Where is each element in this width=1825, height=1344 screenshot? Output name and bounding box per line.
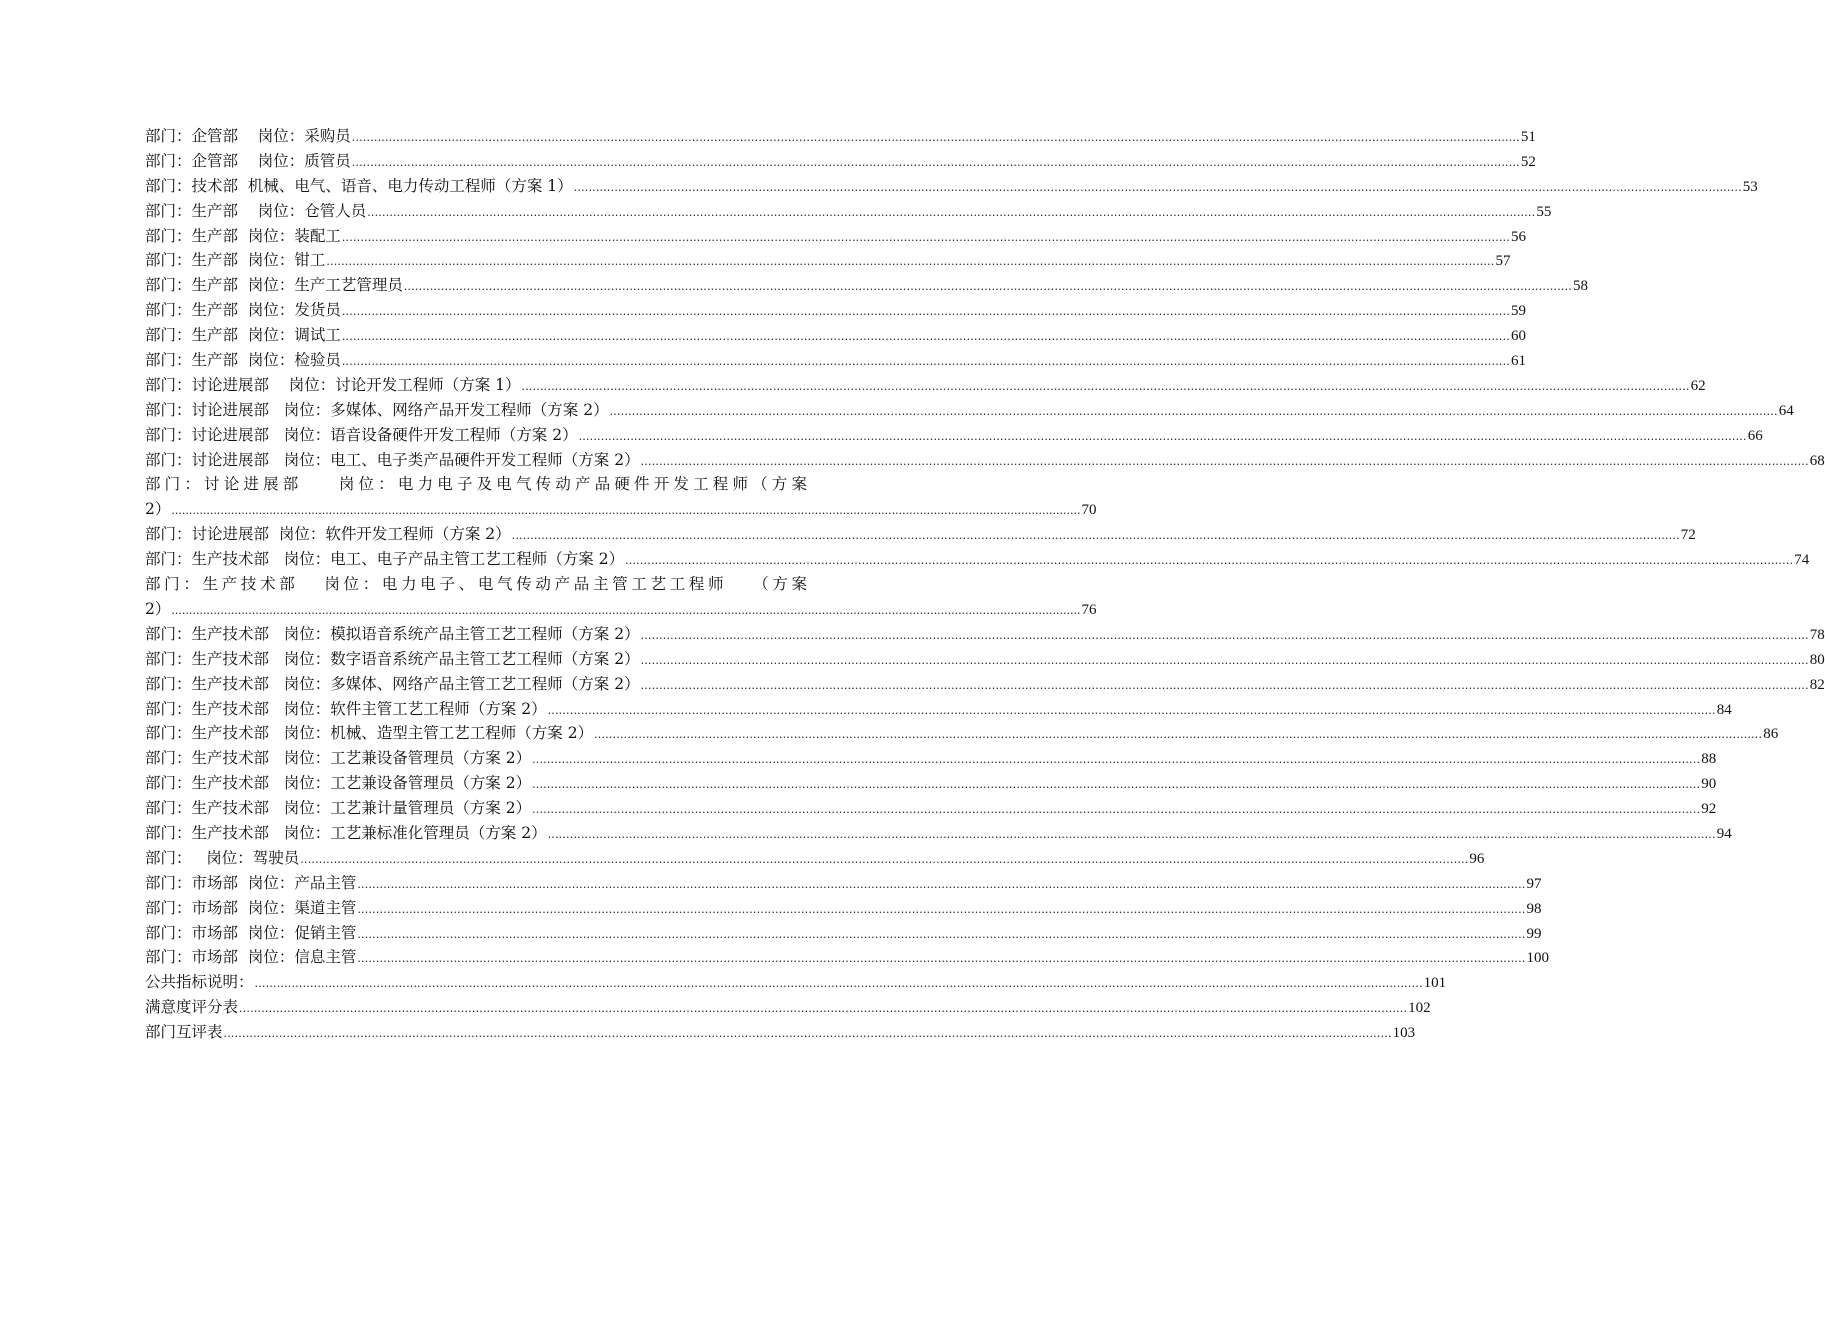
toc-entry-page: 84 bbox=[1716, 701, 1732, 718]
toc-entry-page: 98 bbox=[1526, 900, 1542, 917]
toc-entry-page: 62 bbox=[1690, 377, 1706, 394]
toc-entry-title: 部门：技术部 机械、电气、语音、电力传动工程师（方案 1） bbox=[145, 176, 573, 195]
leader-dots bbox=[239, 997, 1407, 1022]
toc-entry[interactable] bbox=[145, 647, 1825, 672]
toc-entry-title: 部门：讨论进展部 岗位：多媒体、网络产品开发工程师（方案 2） bbox=[145, 400, 609, 419]
toc-entry-page: 56 bbox=[1510, 228, 1526, 245]
toc-entry-page: 80 bbox=[1809, 651, 1825, 668]
leader-dots bbox=[326, 250, 1494, 275]
toc-entry-page: 99 bbox=[1526, 925, 1542, 942]
toc-entry-title: 部门：生产部 岗位：检验员 bbox=[145, 351, 341, 370]
toc-entry-title-continued: 2） bbox=[145, 500, 171, 519]
toc-entry-page: 100 bbox=[1526, 950, 1549, 967]
toc-entry-title: 部门：市场部 岗位：产品主管 bbox=[145, 873, 357, 892]
leader-dots bbox=[352, 126, 1520, 151]
toc-entry-title-continued: 2） bbox=[145, 599, 171, 618]
toc-entry-page: 57 bbox=[1495, 253, 1511, 270]
toc-entry[interactable] bbox=[145, 921, 1542, 946]
toc-entry[interactable] bbox=[145, 970, 1447, 995]
toc-entry-page: 88 bbox=[1701, 751, 1717, 768]
toc-entry[interactable] bbox=[145, 174, 1758, 199]
toc-entry-page: 60 bbox=[1510, 328, 1526, 345]
toc-entry[interactable] bbox=[145, 522, 1696, 547]
toc-entry-title: 部门：生产部 岗位：生产工艺管理员 bbox=[145, 276, 403, 295]
leader-dots bbox=[342, 350, 1510, 375]
leader-dots bbox=[610, 400, 1778, 425]
toc-entry-title: 部门：讨论进展部 岗位：软件开发工程师（方案 2） bbox=[145, 525, 511, 544]
toc-entry-title: 部门：生产部 岗位：钳工 bbox=[145, 251, 326, 270]
leader-dots bbox=[367, 201, 1535, 226]
toc-entry-title: 部门：生产技术部 岗位：电工、电子产品主管工艺工程师（方案 2） bbox=[145, 550, 625, 569]
leader-dots bbox=[641, 624, 1809, 649]
toc-entry-page: 61 bbox=[1510, 353, 1526, 370]
toc-entry[interactable] bbox=[145, 697, 1732, 722]
toc-entry-title: 公共指标说明： bbox=[145, 973, 254, 992]
toc-entry-title: 部门：讨论进展部 岗位：电工、电子类产品硬件开发工程师（方案 2） bbox=[145, 450, 640, 469]
toc-entry-page: 90 bbox=[1701, 776, 1717, 793]
toc-entry-title: 部门：生产技术部 岗位：工艺兼设备管理员（方案 2） bbox=[145, 749, 532, 768]
toc-entry-page: 76 bbox=[1081, 601, 1097, 618]
toc-entry-page: 58 bbox=[1572, 278, 1588, 295]
toc-entry[interactable] bbox=[145, 323, 1526, 348]
leader-dots bbox=[579, 425, 1747, 450]
toc-entry[interactable] bbox=[145, 149, 1536, 174]
toc-entry-title: 部门：生产技术部 岗位：多媒体、网络产品主管工艺工程师（方案 2） bbox=[145, 674, 640, 693]
leader-dots bbox=[522, 375, 1690, 400]
toc-entry-title: 部门：市场部 岗位：信息主管 bbox=[145, 948, 357, 967]
toc-entry-title: 部门：生产技术部 岗位：工艺兼设备管理员（方案 2） bbox=[145, 774, 532, 793]
leader-dots bbox=[404, 275, 1572, 300]
toc-entry[interactable] bbox=[145, 398, 1794, 423]
toc-entry[interactable] bbox=[145, 423, 1763, 448]
toc-entry-page: 51 bbox=[1520, 129, 1536, 145]
toc-entry-page: 68 bbox=[1809, 452, 1825, 469]
toc-entry-title: 部门：生产部 岗位：装配工 bbox=[145, 226, 341, 245]
toc-entry[interactable] bbox=[145, 871, 1542, 896]
toc-entry-title: 部门：生产部 岗位：调试工 bbox=[145, 326, 341, 345]
toc-entry-page: 94 bbox=[1716, 825, 1732, 842]
toc-entry-title: 部门：企管部 岗位：采购员 bbox=[145, 127, 351, 145]
toc-entry[interactable] bbox=[145, 721, 1779, 746]
toc-entry-title: 部门：生产部 岗位：仓管人员 bbox=[145, 201, 367, 220]
leader-dots bbox=[352, 151, 1520, 176]
leader-dots bbox=[300, 848, 1468, 873]
toc-entry-page: 53 bbox=[1742, 178, 1758, 195]
toc-entry[interactable] bbox=[145, 124, 1536, 149]
toc-entry[interactable] bbox=[145, 995, 1431, 1020]
leader-dots: .................................................................................................................................................................................................................................................................... bbox=[171, 504, 1081, 518]
toc-entry-title: 部门：生产技术部 岗位：工艺兼标准化管理员（方案 2） bbox=[145, 823, 547, 842]
toc-entry[interactable] bbox=[145, 348, 1526, 373]
leader-dots bbox=[255, 972, 1423, 997]
toc-entry[interactable] bbox=[145, 796, 1717, 821]
toc-entry-page: 101 bbox=[1423, 975, 1447, 992]
toc-entry[interactable] bbox=[145, 672, 1825, 697]
leader-dots bbox=[357, 923, 1525, 948]
toc-entry-title: 部门：生产技术部 岗位：工艺兼计量管理员（方案 2） bbox=[145, 799, 532, 818]
toc-entry[interactable] bbox=[145, 472, 1097, 522]
toc-entry-page: 66 bbox=[1747, 427, 1763, 444]
toc-entry[interactable] bbox=[145, 572, 1097, 622]
toc-entry[interactable] bbox=[145, 846, 1485, 871]
leader-dots: .................................................................................................................................................................................................................................................................... bbox=[171, 603, 1081, 617]
toc-entry-page: 55 bbox=[1536, 203, 1552, 220]
leader-dots bbox=[342, 325, 1510, 350]
toc-entry[interactable] bbox=[145, 224, 1526, 249]
leader-dots bbox=[512, 524, 1680, 549]
leader-dots bbox=[548, 823, 1716, 848]
toc-entry-title: 部门：生产技术部 岗位：电力电子、电气传动产品主管工艺工程师 （方案 bbox=[145, 575, 807, 594]
leader-dots bbox=[641, 450, 1809, 475]
toc-entry-page: 72 bbox=[1680, 527, 1696, 544]
toc-entry-page: 70 bbox=[1081, 502, 1097, 519]
leader-dots bbox=[594, 723, 1762, 748]
toc-entry-page: 74 bbox=[1794, 552, 1810, 569]
leader-dots bbox=[548, 699, 1716, 724]
toc-entry-page: 92 bbox=[1701, 801, 1717, 818]
leader-dots bbox=[532, 798, 1700, 823]
toc-entry-page: 52 bbox=[1520, 153, 1536, 170]
leader-dots bbox=[641, 649, 1809, 674]
toc-entry-page: 59 bbox=[1510, 303, 1526, 320]
toc-entry[interactable] bbox=[145, 199, 1552, 224]
toc-entry-page: 103 bbox=[1392, 1025, 1416, 1042]
toc-entry[interactable] bbox=[145, 771, 1717, 796]
toc-entry-title: 部门：讨论进展部 岗位：电力电子及电气传动产品硬件开发工程师（方案 bbox=[145, 475, 807, 494]
toc-entry[interactable] bbox=[145, 298, 1526, 323]
toc-entry-page: 102 bbox=[1408, 1000, 1431, 1017]
toc-entry[interactable] bbox=[145, 273, 1588, 298]
toc-entry-title: 部门：企管部 岗位：质管员 bbox=[145, 151, 351, 170]
toc-entry[interactable] bbox=[145, 896, 1542, 921]
leader-dots bbox=[532, 773, 1700, 798]
leader-dots bbox=[357, 947, 1525, 972]
toc-entry-page: 86 bbox=[1763, 726, 1779, 743]
toc-entry-page: 64 bbox=[1778, 402, 1794, 419]
toc-entry-title: 部门互评表 bbox=[145, 1023, 223, 1042]
toc-entry-title: 部门：市场部 岗位：渠道主管 bbox=[145, 898, 357, 917]
leader-dots bbox=[224, 1022, 1392, 1047]
toc-entry-title: 部门：生产部 岗位：发货员 bbox=[145, 301, 341, 320]
leader-dots bbox=[574, 176, 1742, 201]
table-of-contents bbox=[145, 124, 1825, 1045]
toc-entry-title: 部门：讨论进展部 岗位：语音设备硬件开发工程师（方案 2） bbox=[145, 425, 578, 444]
toc-entry-page: 82 bbox=[1809, 676, 1825, 693]
toc-entry[interactable] bbox=[145, 821, 1732, 846]
toc-entry[interactable] bbox=[145, 547, 1810, 572]
toc-entry-title: 部门：生产技术部 岗位：机械、造型主管工艺工程师（方案 2） bbox=[145, 724, 594, 743]
toc-entry-page: 96 bbox=[1469, 850, 1485, 867]
leader-dots bbox=[342, 226, 1510, 251]
toc-entry[interactable] bbox=[145, 448, 1825, 473]
toc-entry[interactable] bbox=[145, 248, 1511, 273]
toc-entry-title: 部门：市场部 岗位：促销主管 bbox=[145, 923, 357, 942]
toc-entry-title: 部门：生产技术部 岗位：模拟语音系统产品主管工艺工程师（方案 2） bbox=[145, 624, 640, 643]
toc-entry[interactable] bbox=[145, 1020, 1416, 1045]
toc-entry-title: 部门：生产技术部 岗位：软件主管工艺工程师（方案 2） bbox=[145, 699, 547, 718]
leader-dots bbox=[357, 898, 1525, 923]
leader-dots bbox=[625, 549, 1793, 574]
toc-entry-title: 部门：生产技术部 岗位：数字语音系统产品主管工艺工程师（方案 2） bbox=[145, 649, 640, 668]
toc-entry-page: 78 bbox=[1809, 626, 1825, 643]
toc-entry[interactable] bbox=[145, 373, 1706, 398]
toc-entry-title: 部门： 岗位：驾驶员 bbox=[145, 848, 300, 867]
toc-entry[interactable] bbox=[145, 622, 1825, 647]
toc-entry[interactable] bbox=[145, 945, 1549, 970]
leader-dots bbox=[357, 873, 1525, 898]
toc-entry-page: 97 bbox=[1526, 875, 1542, 892]
leader-dots bbox=[641, 674, 1809, 699]
toc-entry-title: 满意度评分表 bbox=[145, 998, 239, 1017]
leader-dots bbox=[342, 300, 1510, 325]
leader-dots bbox=[532, 748, 1700, 773]
toc-entry[interactable] bbox=[145, 746, 1717, 771]
toc-entry-title: 部门：讨论进展部 岗位：讨论开发工程师（方案 1） bbox=[145, 375, 521, 394]
